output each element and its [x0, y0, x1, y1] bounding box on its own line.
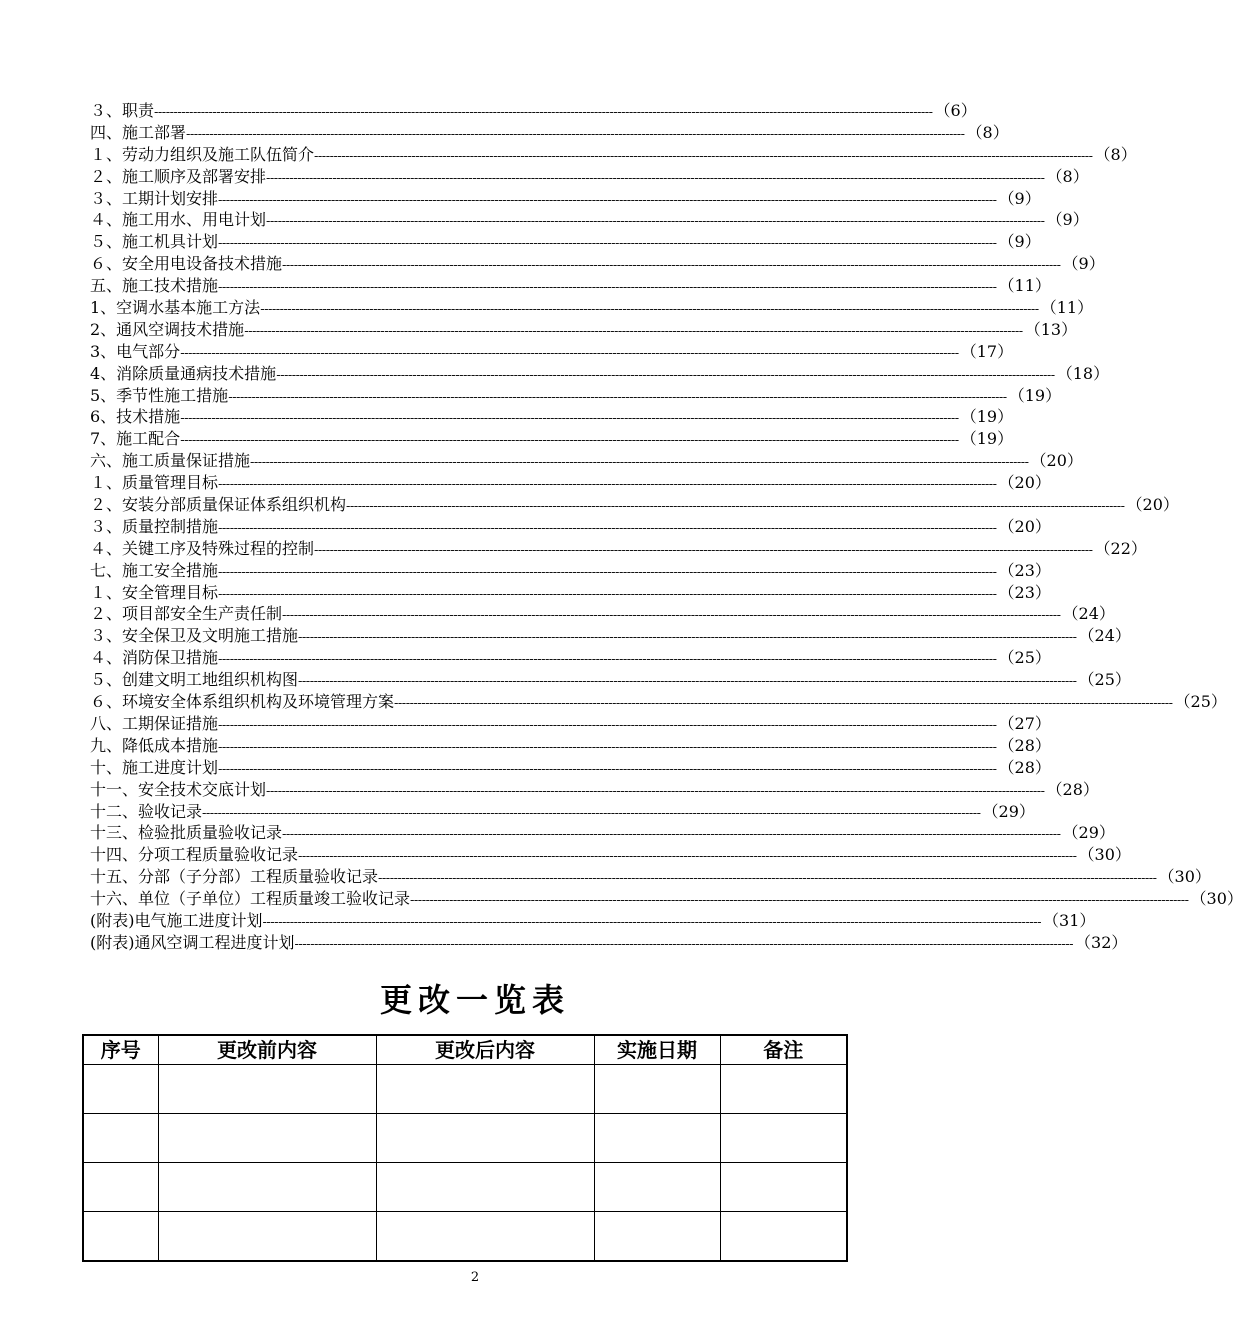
table-cell	[376, 1114, 594, 1163]
toc-dot-leader: --------------------------------------------------------------------------------------------------------------------------------------------------------------------------------------------------------	[266, 170, 1045, 186]
toc-dot-leader: --------------------------------------------------------------------------------------------------------------------------------------------------------------------------------------------------------	[218, 761, 997, 777]
change-table-title: 更改一览表	[379, 981, 570, 1019]
toc-entry	[90, 100, 977, 122]
toc-entry	[90, 866, 1211, 888]
toc-entry	[90, 516, 1051, 538]
table-cell	[594, 1065, 720, 1114]
toc-entry-page: （23）	[998, 582, 1051, 602]
toc-dot-leader: --------------------------------------------------------------------------------------------------------------------------------------------------------------------------------------------------------	[282, 608, 1061, 624]
toc-dot-leader: --------------------------------------------------------------------------------------------------------------------------------------------------------------------------------------------------------	[298, 849, 1077, 865]
toc-entry-title: 6、技术措施	[90, 407, 181, 427]
toc-entry	[90, 253, 1105, 275]
toc-entry-page: （22）	[1094, 538, 1147, 558]
toc-entry-title: ３、职责	[90, 101, 155, 120]
toc-entry-page: （11）	[1040, 298, 1094, 318]
toc-entry-page: （8）	[1046, 166, 1089, 186]
toc-entry-title: 四、施工部署	[90, 122, 187, 142]
toc-dot-leader: --------------------------------------------------------------------------------------------------------------------------------------------------------------------------------------------------------	[218, 652, 997, 668]
toc-entry	[90, 188, 1041, 210]
toc-dot-leader: --------------------------------------------------------------------------------------------------------------------------------------------------------------------------------------------------------	[298, 630, 1077, 646]
toc-entry	[90, 757, 1051, 779]
toc-entry-page: （24）	[1078, 626, 1131, 646]
toc-dot-leader: --------------------------------------------------------------------------------------------------------------------------------------------------------------------------------------------------------	[266, 783, 1045, 799]
table-row	[83, 1114, 847, 1163]
toc-entry-page: （30）	[1078, 845, 1131, 865]
toc-entry-title: 十一、安全技术交底计划	[90, 779, 267, 799]
toc-entry-title: ４、施工用水、用电计划	[90, 210, 267, 230]
header-serial-number: 序号	[83, 1035, 158, 1065]
toc-dot-leader: --------------------------------------------------------------------------------------------------------------------------------------------------------------------------------------------------------	[250, 455, 1029, 471]
toc-entry	[90, 844, 1131, 866]
toc-entry-page: （9）	[998, 188, 1041, 208]
header-remarks: 备注	[720, 1035, 847, 1065]
toc-entry-title: 4、消除质量通病技术措施	[90, 363, 277, 383]
toc-entry	[90, 209, 1089, 231]
toc-dot-leader: --------------------------------------------------------------------------------------------------------------------------------------------------------------------------------------------------------	[262, 914, 1042, 930]
toc-entry-title: (附表)电气施工进度计划	[90, 910, 263, 930]
toc-dot-leader: --------------------------------------------------------------------------------------------------------------------------------------------------------------------------------------------------------	[180, 433, 959, 449]
toc-entry-title: 六、施工质量保证措施	[90, 451, 251, 471]
toc-entry-title: 5、季节性施工措施	[90, 385, 229, 405]
toc-dot-leader: --------------------------------------------------------------------------------------------------------------------------------------------------------------------------------------------------------	[202, 805, 981, 821]
table-cell	[83, 1065, 158, 1114]
toc-entry-page: （30）	[1190, 889, 1243, 909]
toc-dot-leader: --------------------------------------------------------------------------------------------------------------------------------------------------------------------------------------------------------	[218, 477, 997, 493]
toc-entry-title: 十三、检验批质量验收记录	[90, 823, 283, 843]
toc-entry-page: （11）	[998, 276, 1051, 296]
toc-entry-title: 五、施工技术措施	[90, 276, 219, 296]
toc-entry-title: 七、施工安全措施	[90, 560, 219, 580]
toc-entry-page: （6）	[934, 101, 977, 120]
toc-entry-title: ２、安装分部质量保证体系组织机构	[90, 495, 347, 515]
toc-entry	[90, 735, 1051, 757]
toc-entry-page: （19）	[960, 407, 1014, 427]
toc-entry	[90, 647, 1051, 669]
toc-entry-title: ４、关键工序及特殊过程的控制	[90, 538, 315, 558]
toc-entry-title: 2、通风空调技术措施	[90, 319, 245, 339]
header-content-after: 更改后内容	[376, 1035, 594, 1065]
toc-dot-leader: --------------------------------------------------------------------------------------------------------------------------------------------------------------------------------------------------------	[228, 389, 1007, 405]
toc-entry	[90, 713, 1051, 735]
toc-entry-title: 3、电气部分	[90, 341, 181, 361]
toc-entry	[90, 910, 1096, 932]
toc-entry	[90, 297, 1094, 319]
toc-entry	[90, 122, 1009, 144]
toc-entry-page: （19）	[1008, 385, 1062, 405]
table-cell	[83, 1163, 158, 1212]
toc-entry-title: 八、工期保证措施	[90, 713, 219, 733]
toc-entry-page: （29）	[1062, 823, 1115, 843]
toc-entry-page: （8）	[1094, 144, 1137, 164]
toc-dot-leader: --------------------------------------------------------------------------------------------------------------------------------------------------------------------------------------------------------	[218, 192, 997, 208]
toc-entry-title: (附表)通风空调工程进度计划	[90, 932, 295, 952]
toc-entry-title: １、劳动力组织及施工队伍简介	[90, 144, 315, 164]
page-number: 2	[470, 1270, 480, 1285]
toc-dot-leader: --------------------------------------------------------------------------------------------------------------------------------------------------------------------------------------------------------	[298, 674, 1077, 690]
toc-entry-page: （9）	[1046, 210, 1089, 230]
toc-entry	[90, 472, 1051, 494]
table-cell	[376, 1163, 594, 1212]
table-cell	[158, 1212, 376, 1262]
toc-entry-page: （29）	[982, 801, 1035, 821]
toc-entry	[90, 319, 1078, 341]
toc-dot-leader: --------------------------------------------------------------------------------------------------------------------------------------------------------------------------------------------------------	[180, 345, 959, 361]
toc-entry	[90, 888, 1243, 910]
toc-dot-leader: --------------------------------------------------------------------------------------------------------------------------------------------------------------------------------------------------------	[282, 258, 1061, 274]
toc-entry-page: （25）	[1174, 692, 1227, 712]
table-cell	[158, 1163, 376, 1212]
toc-entry	[90, 625, 1131, 647]
header-implementation-date: 实施日期	[594, 1035, 720, 1065]
toc-dot-leader: --------------------------------------------------------------------------------------------------------------------------------------------------------------------------------------------------------	[276, 367, 1055, 383]
toc-entry-page: （9）	[998, 232, 1041, 252]
toc-entry	[90, 582, 1051, 604]
toc-dot-leader: --------------------------------------------------------------------------------------------------------------------------------------------------------------------------------------------------------	[260, 302, 1039, 318]
toc-dot-leader: --------------------------------------------------------------------------------------------------------------------------------------------------------------------------------------------------------	[218, 236, 997, 252]
toc-entry-page: （8）	[966, 122, 1009, 142]
change-table-header-row	[83, 1035, 847, 1065]
toc-entry-title: ６、环境安全体系组织机构及环境管理方案	[90, 692, 395, 712]
toc-entry-page: （18）	[1056, 363, 1110, 383]
toc-entry-title: 1、空调水基本施工方法	[90, 298, 261, 318]
toc-entry-title: ５、创建文明工地组织机构图	[90, 670, 299, 690]
toc-entry-title: ６、安全用电设备技术措施	[90, 254, 283, 274]
toc-entry-title: ３、质量控制措施	[90, 516, 219, 536]
table-cell	[376, 1212, 594, 1262]
toc-entry	[90, 779, 1099, 801]
table-cell	[720, 1065, 847, 1114]
toc-entry-page: （23）	[998, 560, 1051, 580]
toc-entry	[90, 144, 1137, 166]
toc-entry	[90, 494, 1179, 516]
toc-entry-title: ５、施工机具计划	[90, 232, 219, 252]
toc-entry-title: ２、施工顺序及部署安排	[90, 166, 267, 186]
toc-entry-page: （25）	[998, 648, 1051, 668]
toc-entry-title: 十、施工进度计划	[90, 757, 219, 777]
toc-entry-page: （32）	[1075, 932, 1128, 952]
header-content-before: 更改前内容	[158, 1035, 376, 1065]
toc-entry-title: １、质量管理目标	[90, 473, 219, 493]
toc-dot-leader: --------------------------------------------------------------------------------------------------------------------------------------------------------------------------------------------------------	[266, 214, 1045, 230]
toc-entry	[90, 822, 1115, 844]
toc-entry-title: ２、项目部安全生产责任制	[90, 604, 283, 624]
toc-entry	[90, 669, 1131, 691]
toc-dot-leader: --------------------------------------------------------------------------------------------------------------------------------------------------------------------------------------------------------	[244, 323, 1023, 339]
toc-dot-leader: --------------------------------------------------------------------------------------------------------------------------------------------------------------------------------------------------------	[218, 739, 997, 755]
toc-dot-leader: --------------------------------------------------------------------------------------------------------------------------------------------------------------------------------------------------------	[314, 148, 1093, 164]
toc-dot-leader: --------------------------------------------------------------------------------------------------------------------------------------------------------------------------------------------------------	[218, 280, 997, 296]
toc-dot-leader: --------------------------------------------------------------------------------------------------------------------------------------------------------------------------------------------------------	[282, 827, 1061, 843]
table-cell	[158, 1114, 376, 1163]
toc-dot-leader: --------------------------------------------------------------------------------------------------------------------------------------------------------------------------------------------------------	[218, 564, 997, 580]
toc-dot-leader: --------------------------------------------------------------------------------------------------------------------------------------------------------------------------------------------------------	[394, 696, 1173, 712]
toc-entry-title: ３、工期计划安排	[90, 188, 219, 208]
toc-entry	[90, 341, 1014, 363]
toc-entry-page: （17）	[960, 341, 1014, 361]
toc-entry-page: （30）	[1158, 867, 1211, 887]
table-row	[83, 1163, 847, 1212]
toc-entry	[90, 385, 1062, 407]
toc-dot-leader: --------------------------------------------------------------------------------------------------------------------------------------------------------------------------------------------------------	[218, 520, 997, 536]
table-cell	[594, 1114, 720, 1163]
toc-entry	[90, 538, 1147, 560]
toc-entry-title: 十五、分部（子分部）工程质量验收记录	[90, 867, 379, 887]
toc-dot-leader: --------------------------------------------------------------------------------------------------------------------------------------------------------------------------------------------------------	[154, 105, 933, 120]
toc-dot-leader: --------------------------------------------------------------------------------------------------------------------------------------------------------------------------------------------------------	[294, 936, 1074, 952]
toc-entry-title: ３、安全保卫及文明施工措施	[90, 626, 299, 646]
table-cell	[720, 1163, 847, 1212]
toc-entry-page: （25）	[1078, 670, 1131, 690]
toc-entry	[90, 231, 1041, 253]
toc-entry-title: 十四、分项工程质量验收记录	[90, 845, 299, 865]
toc-entry-page: （28）	[1046, 779, 1099, 799]
toc-entry-page: （20）	[998, 516, 1051, 536]
toc-dot-leader: --------------------------------------------------------------------------------------------------------------------------------------------------------------------------------------------------------	[218, 717, 997, 733]
toc-entry-page: （28）	[998, 757, 1051, 777]
table-cell	[720, 1114, 847, 1163]
change-table	[82, 1034, 848, 1262]
toc-dot-leader: --------------------------------------------------------------------------------------------------------------------------------------------------------------------------------------------------------	[378, 871, 1157, 887]
toc-entry-title: 十二、验收记录	[90, 801, 203, 821]
toc-entry	[90, 603, 1115, 625]
toc-entry	[90, 406, 1014, 428]
toc-dot-leader: --------------------------------------------------------------------------------------------------------------------------------------------------------------------------------------------------------	[186, 126, 965, 142]
table-cell	[594, 1212, 720, 1262]
table-cell	[594, 1163, 720, 1212]
toc-entry	[90, 932, 1128, 954]
toc-entry-title: 九、降低成本措施	[90, 735, 219, 755]
toc-dot-leader: --------------------------------------------------------------------------------------------------------------------------------------------------------------------------------------------------------	[314, 542, 1093, 558]
toc-dot-leader: --------------------------------------------------------------------------------------------------------------------------------------------------------------------------------------------------------	[180, 411, 959, 427]
toc-entry-page: （31）	[1043, 910, 1096, 930]
toc-entry-page: （27）	[998, 713, 1051, 733]
toc-entry-page: （9）	[1062, 254, 1105, 274]
toc-entry	[90, 363, 1110, 385]
toc-entry-page: （20）	[1030, 451, 1083, 471]
toc-entry	[90, 801, 1035, 823]
toc-entry-title: 7、施工配合	[90, 429, 181, 449]
table-cell	[83, 1114, 158, 1163]
toc-entry	[90, 560, 1051, 582]
toc-entry-title: ４、消防保卫措施	[90, 648, 219, 668]
toc-entry-page: （28）	[998, 735, 1051, 755]
toc-entry	[90, 691, 1227, 713]
table-row	[83, 1065, 847, 1114]
toc-entry	[90, 166, 1089, 188]
toc-entry-page: （20）	[1126, 495, 1179, 515]
toc-dot-leader: --------------------------------------------------------------------------------------------------------------------------------------------------------------------------------------------------------	[410, 893, 1189, 909]
toc-entry-title: １、安全管理目标	[90, 582, 219, 602]
toc-entry-page: （24）	[1062, 604, 1115, 624]
table-cell	[376, 1065, 594, 1114]
toc-entry	[90, 275, 1051, 297]
toc-entry-page: （20）	[998, 473, 1051, 493]
toc-entry	[90, 450, 1083, 472]
toc-entry	[90, 428, 1014, 450]
table-cell	[83, 1212, 158, 1262]
table-cell	[158, 1065, 376, 1114]
table-cell	[720, 1212, 847, 1262]
toc-entry-title: 十六、单位（子单位）工程质量竣工验收记录	[90, 889, 411, 909]
toc-entry-page: （13）	[1024, 319, 1078, 339]
table-of-contents	[90, 100, 1243, 954]
toc-dot-leader: --------------------------------------------------------------------------------------------------------------------------------------------------------------------------------------------------------	[218, 586, 997, 602]
toc-entry-page: （19）	[960, 429, 1014, 449]
toc-dot-leader: --------------------------------------------------------------------------------------------------------------------------------------------------------------------------------------------------------	[346, 499, 1125, 515]
table-row	[83, 1212, 847, 1262]
